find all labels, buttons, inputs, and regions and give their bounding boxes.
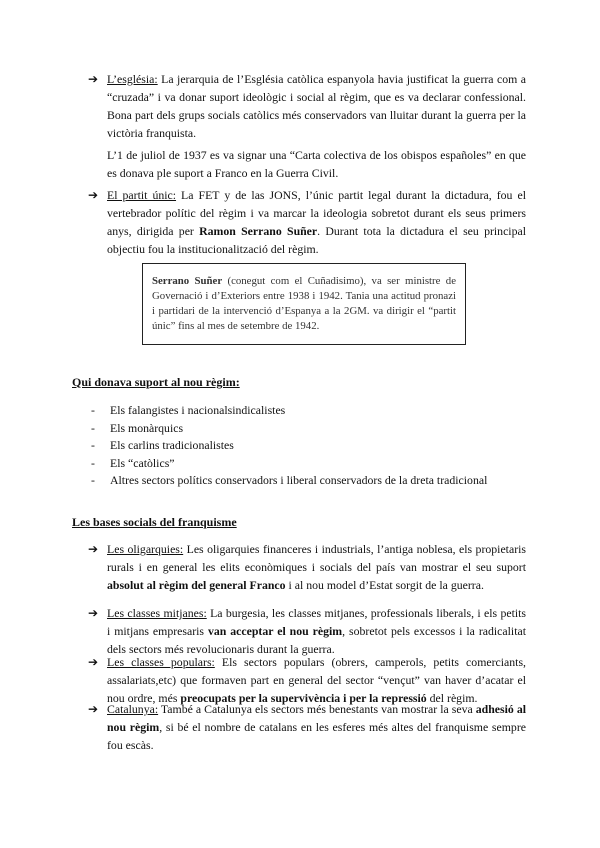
text-populars-2: del règim. <box>426 691 478 705</box>
text-mitjanes-1: La burgesia, les classes mitjanes, professionals liberals, i els petits i mitjans empresaris <box>107 606 526 638</box>
bold-populars: preocupats per la supervivència i per la repressió <box>180 691 427 705</box>
arrow-bullet-icon: ➔ <box>88 188 99 202</box>
paragraph-partit <box>107 186 526 258</box>
paragraph-oligarquies <box>107 540 526 594</box>
text-partit-1: La FET y de las JONS, l’únic partit legal durant la dictadura, fou el vertebrador polític del règim i va marcar la ideologia sobretot durant els seus primers anys, dirigida per <box>107 188 526 238</box>
text-oligarquies-2: i al nou model d’Estat sorgit de la guerra. <box>285 578 484 592</box>
paragraph-esglesia <box>107 70 526 142</box>
arrow-bullet-icon: ➔ <box>88 606 99 620</box>
paragraph-populars <box>107 653 526 707</box>
label-catalunya: Catalunya: <box>107 702 159 716</box>
box-bold: Serrano Suñer <box>152 275 223 287</box>
list-item: - Els carlins tradicionalistes <box>91 437 487 455</box>
arrow-bullet-icon: ➔ <box>88 655 99 669</box>
arrow-bullet-icon: ➔ <box>88 542 99 556</box>
text-populars-1: Els sectors populars (obrers, camperols, petits comerciants, assalariats,etc) que formaven part en general del sector “vençut” van haver d’acatar el nou ordre, més <box>107 655 526 705</box>
list-item: - Els monàrquics <box>91 420 487 438</box>
list-item: - Altres sectors polítics conservadors i liberal conservadors de la dreta tradicional <box>91 472 487 490</box>
bold-partit: Ramon Serrano Suñer <box>199 224 318 238</box>
bold-mitjanes: van acceptar el nou règim <box>207 624 343 638</box>
heading-bases: Les bases socials del franquisme <box>72 515 237 529</box>
serrano-suner-note-box <box>142 263 466 345</box>
paragraph-catalunya <box>107 700 526 754</box>
arrow-bullet-icon: ➔ <box>88 72 99 86</box>
box-text: (conegut com el Cuñadisimo), va ser ministre de Governació i d’Exteriors entre 1938 i 1942. Tania una actitud pronazi i partidari de la intervenció d’Espanya a la 2GM. va dirigir el “partit únic” fins al mes de setembre de 1942. <box>152 275 456 332</box>
label-mitjanes: Les classes mitjanes: <box>107 606 207 620</box>
text-oligarquies-1: Les oligarquies financeres i industrials, l’antiga noblesa, els propietaris rurals i en general les elits econòmiques i socials del país van mostrar el seu suport <box>107 542 526 574</box>
bold-catalunya: adhesió al nou règim <box>107 702 526 734</box>
text-mitjanes-2: , sobretot pels excessos i la radicalitat dels sectors més revolucionaris durant la guerra. <box>107 624 526 656</box>
suport-list <box>91 402 487 490</box>
label-populars: Les classes populars: <box>107 655 215 669</box>
text-carta: L’1 de juliol de 1937 es va signar una “Carta colectiva de los obispos españoles” en que es donava ple suport a Franco en la Guerra Civil. <box>107 148 526 180</box>
label-partit: El partit únic: <box>107 188 177 202</box>
bold-oligarquies: absolut al règim del general Franco <box>107 578 286 592</box>
label-oligarquies: Les oligarquies: <box>107 542 184 556</box>
heading-suport: Qui donava suport al nou règim: <box>72 375 240 389</box>
list-item: - Els “catòlics” <box>91 455 487 473</box>
arrow-bullet-icon: ➔ <box>88 702 99 716</box>
text-partit-2: . Durant tota la dictadura el seu principal objectiu fou la institucionalització del règim. <box>107 224 526 256</box>
label-esglesia: L’església: <box>107 72 158 86</box>
paragraph-carta <box>107 146 526 182</box>
list-item: - Els falangistes i nacionalsindicalistes <box>91 402 487 420</box>
text-catalunya-1: També a Catalunya els sectors més benestants van mostrar la seva <box>158 702 476 716</box>
text-esglesia: La jerarquia de l’Església catòlica espanyola havia justificat la guerra com a “cruzada” i va donar suport ideològic i social al règim, que es va declarar confessional. Bona part dels grups socials catòlics més conservadors van lluitar durant la guerra per la victòria franquista. <box>107 72 526 140</box>
text-catalunya-2: , si bé el nombre de catalans en les esferes més altes del franquisme sempre fou escàs. <box>107 720 526 752</box>
paragraph-mitjanes <box>107 604 526 658</box>
